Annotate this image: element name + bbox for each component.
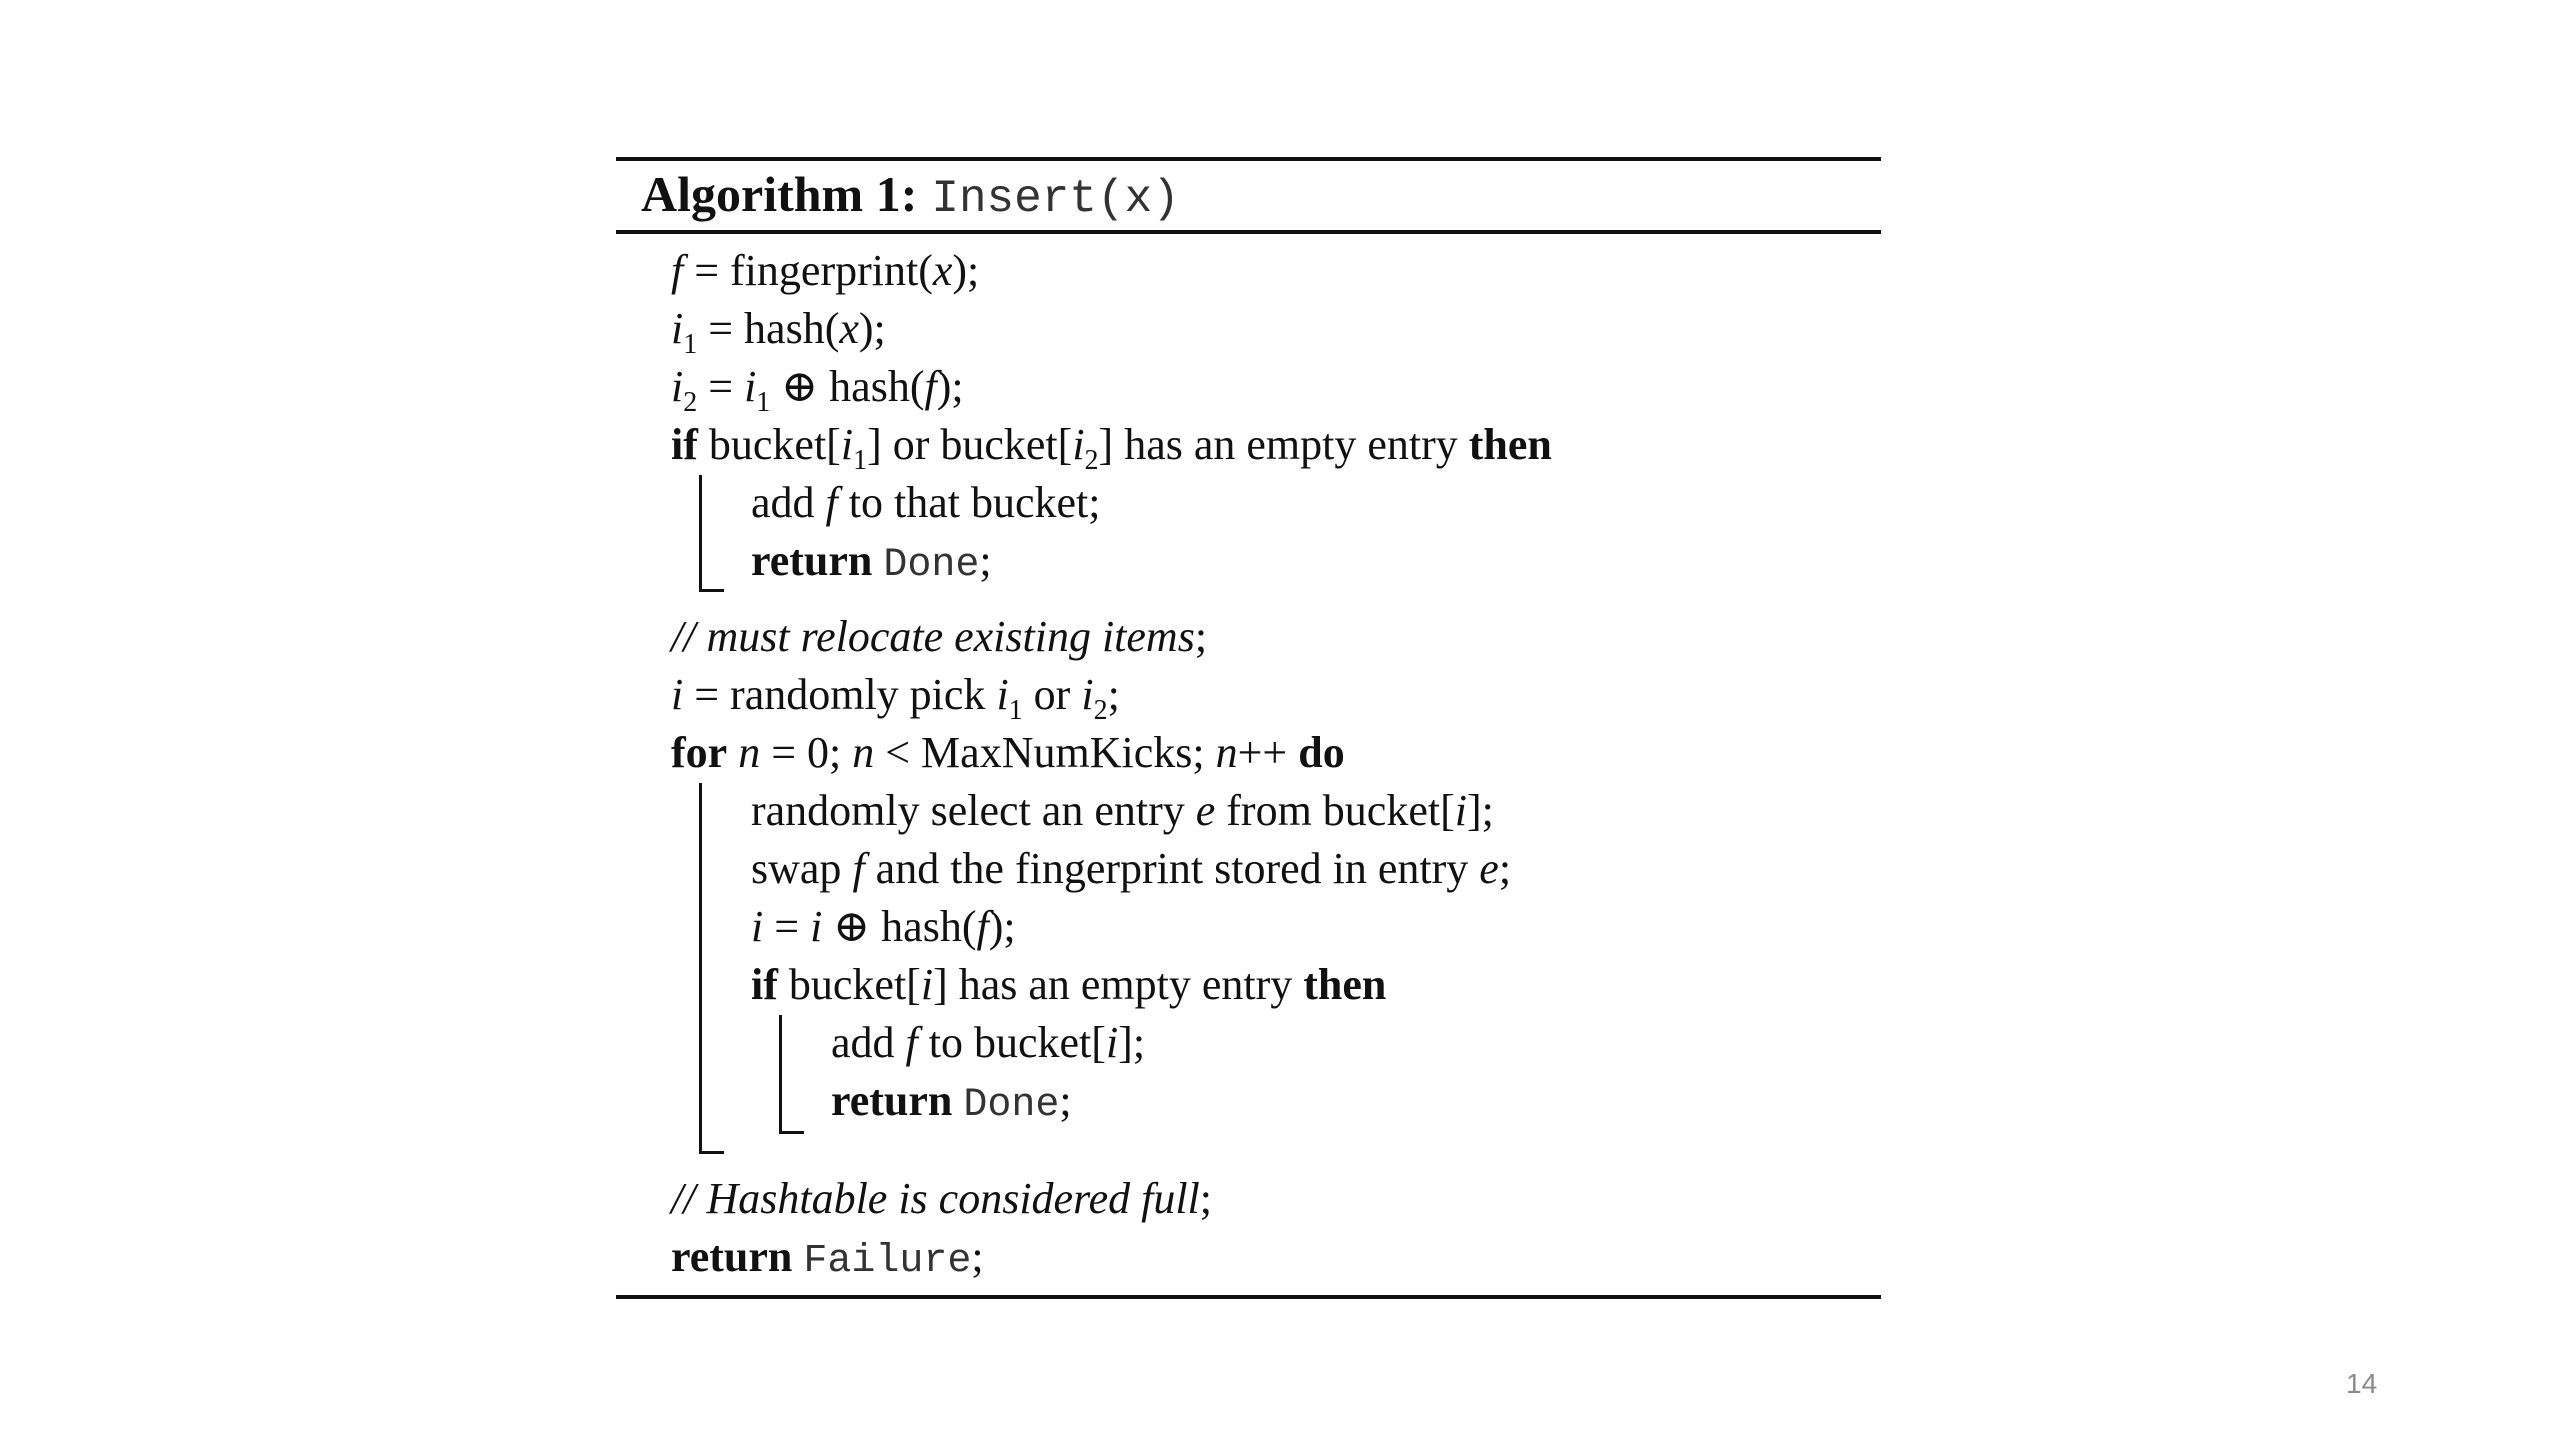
text: ); [988, 902, 1016, 951]
text: ); [858, 304, 886, 353]
header-rule [616, 230, 1881, 234]
code-line-14 [831, 1015, 1145, 1071]
bottom-rule [616, 1295, 1881, 1299]
value-failure: Failure [803, 1239, 972, 1284]
text: bucket[ [777, 960, 921, 1009]
text: ⊕ hash( [770, 362, 925, 411]
var-n: n [1215, 728, 1238, 777]
text: ; [1199, 1174, 1213, 1223]
text: ; [1107, 670, 1120, 719]
code-line-9 [671, 725, 1345, 781]
text: ; [1194, 612, 1208, 661]
text: ++ [1237, 728, 1299, 777]
code-line-10 [751, 783, 1494, 839]
var-i: i [671, 362, 684, 411]
code-line-15 [831, 1073, 1072, 1129]
var-i: i [1105, 1018, 1119, 1067]
keyword-for: for [671, 728, 728, 777]
code-line-12 [751, 899, 1016, 955]
var-n: n [852, 728, 875, 777]
text: < MaxNumKicks; [874, 728, 1216, 777]
subscript: 2 [683, 387, 698, 418]
code-line-8 [671, 667, 1120, 726]
var-i: i [840, 420, 854, 469]
keyword-if: if [751, 960, 778, 1009]
subscript: 1 [1008, 695, 1023, 726]
text: ] has an empty entry [933, 960, 1304, 1009]
subscript: 2 [1084, 445, 1099, 476]
text: or [1022, 670, 1082, 719]
code-line-7 [671, 609, 1207, 665]
keyword-return: return [831, 1076, 953, 1125]
text: ; [971, 1232, 984, 1281]
page-number: 14 [2346, 1368, 2378, 1399]
code-line-1 [671, 243, 979, 299]
comment: // Hashtable is considered full [671, 1174, 1200, 1223]
var-i: i [996, 670, 1009, 719]
algorithm-header [641, 159, 1180, 229]
text: ; [1059, 1076, 1072, 1125]
text: from bucket[ [1215, 786, 1455, 835]
var-i: i [671, 670, 684, 719]
code-line-16 [671, 1171, 1212, 1227]
keyword-do: do [1298, 728, 1345, 777]
text: ] or bucket[ [867, 420, 1073, 469]
text: ); [936, 362, 964, 411]
value-done: Done [963, 1083, 1060, 1128]
value-done: Done [883, 543, 980, 588]
text: add [831, 1018, 906, 1067]
subscript: 1 [756, 387, 771, 418]
var-e: e [1479, 844, 1499, 893]
code-line-17 [671, 1229, 984, 1285]
subscript: 1 [683, 329, 698, 360]
code-line-3 [671, 359, 964, 418]
keyword-return: return [751, 536, 873, 585]
text: = fingerprint( [683, 246, 933, 295]
text: ; [979, 536, 992, 585]
text: ⊕ hash( [822, 902, 977, 951]
var-x: x [932, 246, 953, 295]
text: = [697, 362, 745, 411]
text: randomly select an entry [751, 786, 1196, 835]
var-i: i [920, 960, 934, 1009]
keyword-return: return [671, 1232, 793, 1281]
var-i: i [1454, 786, 1467, 835]
code-line-4 [671, 417, 1552, 476]
var-i: i [671, 304, 684, 353]
code-line-13 [751, 957, 1386, 1013]
code-line-5 [751, 475, 1100, 531]
var-f: f [671, 246, 684, 295]
var-i: i [1081, 670, 1094, 719]
text: = randomly pick [683, 670, 997, 719]
var-i: i [744, 362, 757, 411]
subscript: 1 [853, 445, 868, 476]
subscript: 2 [1093, 695, 1108, 726]
var-f: f [905, 1018, 918, 1067]
text: ; [1498, 844, 1512, 893]
text: and the fingerprint stored in entry [864, 844, 1480, 893]
text: add [751, 478, 826, 527]
var-f: f [852, 844, 865, 893]
for-block-bracket [699, 783, 724, 1154]
var-f: f [924, 362, 937, 411]
code-line-6 [751, 533, 992, 589]
text: = [763, 902, 811, 951]
text: = hash( [697, 304, 840, 353]
text: = 0; [760, 728, 853, 777]
text: to that bucket; [837, 478, 1101, 527]
algorithm-label: Algorithm 1: [641, 166, 918, 222]
keyword-then: then [1468, 420, 1552, 469]
var-x: x [839, 304, 859, 353]
algorithm-name: Insert(x) [931, 173, 1180, 225]
var-f: f [825, 478, 838, 527]
var-n: n [738, 728, 761, 777]
text: ); [952, 246, 980, 295]
var-i: i [1072, 420, 1085, 469]
var-i: i [751, 902, 764, 951]
text: ] has an empty entry [1098, 420, 1469, 469]
text: swap [751, 844, 853, 893]
keyword-then: then [1303, 960, 1387, 1009]
if-block-bracket [699, 475, 724, 592]
text: ]; [1118, 1018, 1146, 1067]
var-e: e [1195, 786, 1216, 835]
text: bucket[ [697, 420, 841, 469]
var-f: f [976, 902, 989, 951]
code-line-2 [671, 301, 886, 360]
comment: // must relocate existing items [671, 612, 1195, 661]
keyword-if: if [671, 420, 698, 469]
inner-if-block-bracket [779, 1015, 804, 1134]
var-i: i [810, 902, 823, 951]
text: to bucket[ [917, 1018, 1106, 1067]
text: ]; [1466, 786, 1494, 835]
code-line-11 [751, 841, 1511, 897]
